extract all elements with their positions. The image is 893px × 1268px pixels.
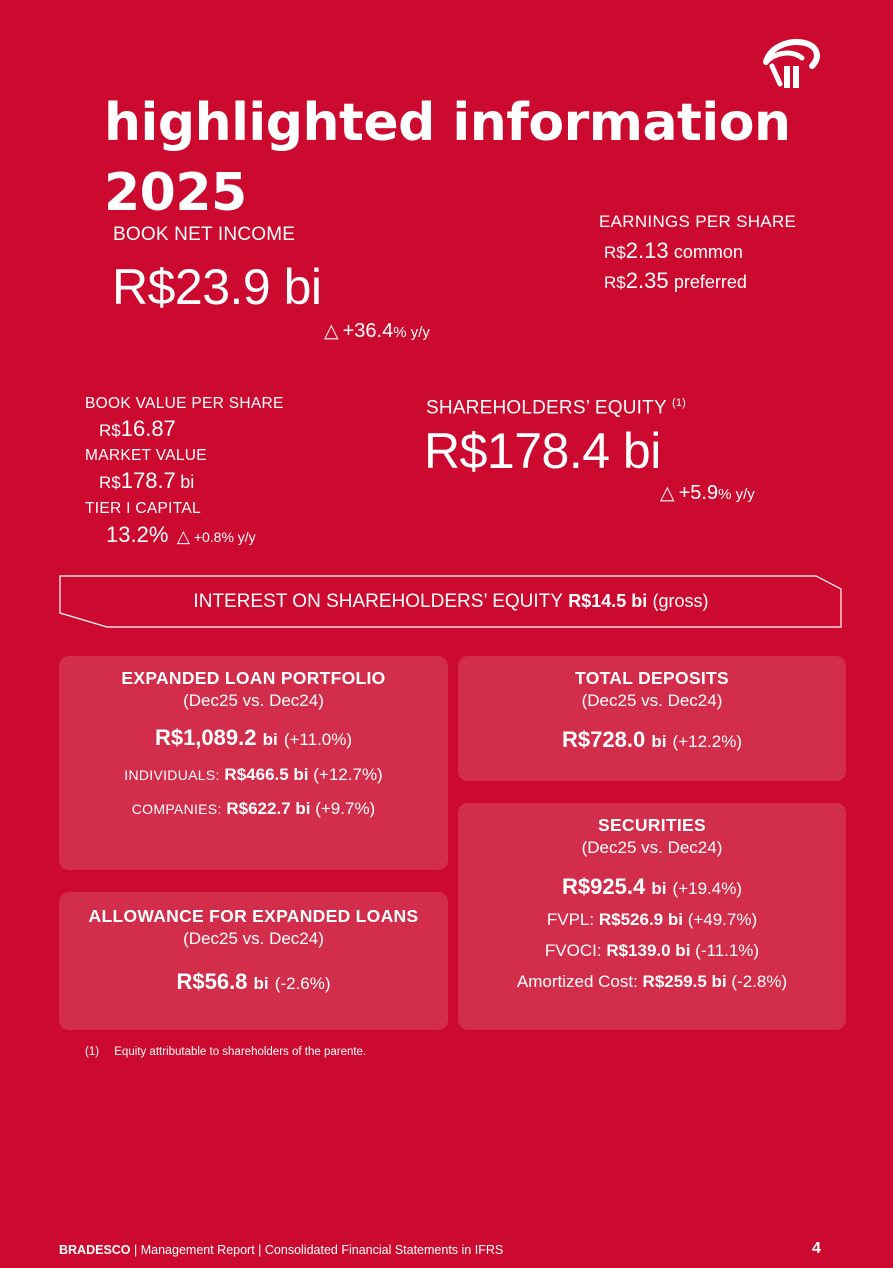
- tier1-label: TIER I CAPITAL: [85, 500, 201, 517]
- fvoci-change: (-11.1%): [695, 941, 760, 960]
- book-net-income-value: R$23.9 bi: [112, 259, 322, 315]
- allowance-card-title: ALLOWANCE FOR EXPANDED LOANS: [88, 906, 419, 926]
- securities-change: (+19.4%): [672, 879, 742, 898]
- fvpl-value: R$526.9 bi: [598, 910, 683, 929]
- loan-card-title: EXPANDED LOAN PORTFOLIO: [121, 668, 386, 688]
- loan-card-period: (Dec25 vs. Dec24): [183, 691, 324, 710]
- footnote-text: Equity attributable to shareholders of the parente.: [114, 1046, 367, 1058]
- page-footer: [59, 1243, 503, 1257]
- eps-common: [604, 238, 796, 264]
- eps-common-currency: R$: [604, 243, 626, 262]
- tier1-value: [106, 522, 256, 548]
- bvps-number: 16.87: [120, 416, 176, 441]
- loan-individuals-label: INDIVIDUALS:: [124, 767, 220, 783]
- deposits-card-title: TOTAL DEPOSITS: [575, 668, 729, 688]
- securities-card: [458, 803, 846, 1030]
- eps-common-value: 2.13: [625, 238, 669, 263]
- equity-delta-value: +5.9: [678, 482, 719, 504]
- securities-card-period: (Dec25 vs. Dec24): [581, 838, 723, 857]
- interest-value: R$14.5 bi: [568, 591, 648, 611]
- book-net-income-label: BOOK NET INCOME: [113, 224, 296, 245]
- eps-preferred-label: preferred: [673, 272, 747, 292]
- eps-block: [599, 212, 796, 294]
- book-net-income-delta: [324, 320, 430, 343]
- tier1-delta-value: +0.8% y/y: [193, 529, 256, 545]
- interest-banner: [59, 575, 843, 628]
- equity-delta-unit: % y/y: [718, 486, 755, 503]
- deposits-value: R$728.0: [562, 727, 646, 752]
- loan-portfolio-card: [59, 656, 448, 870]
- eps-preferred-currency: R$: [604, 273, 626, 292]
- loan-companies-row: [59, 799, 448, 819]
- mv-unit: bi: [180, 472, 195, 492]
- total-deposits-card: [458, 656, 846, 781]
- securities-card-value: [458, 874, 846, 900]
- market-value-value: [99, 468, 194, 494]
- loan-companies-change: (+9.7%): [315, 799, 376, 818]
- book-value-per-share-label: BOOK VALUE PER SHARE: [85, 395, 284, 412]
- equity-value: R$178.4 bi: [424, 423, 661, 479]
- eps-label: EARNINGS PER SHARE: [599, 212, 797, 231]
- eps-preferred: [604, 268, 796, 294]
- page-number: 4: [812, 1240, 821, 1257]
- book-value-per-share-value: [99, 416, 176, 442]
- allowance-card: [59, 892, 448, 1030]
- amortized-value: R$259.5 bi: [642, 972, 727, 991]
- deposits-card-period: (Dec25 vs. Dec24): [581, 691, 723, 710]
- fvoci-label: FVOCI:: [544, 941, 602, 960]
- amortized-change: (-2.8%): [731, 972, 788, 991]
- book-net-income-delta-unit: % y/y: [393, 324, 430, 341]
- mv-currency: R$: [99, 473, 121, 492]
- tier1-delta: [177, 529, 256, 545]
- fvpl-label: FVPL:: [546, 910, 595, 929]
- fvpl-change: (+49.7%): [687, 910, 758, 929]
- equity-label: [426, 397, 686, 419]
- allowance-card-period: (Dec25 vs. Dec24): [183, 929, 324, 948]
- allowance-change: (-2.6%): [274, 974, 331, 993]
- deposits-unit: bi: [651, 732, 667, 751]
- equity-label-text: SHAREHOLDERS’ EQUITY: [426, 397, 667, 419]
- equity-delta: [660, 482, 755, 505]
- mv-number: 178.7: [120, 468, 176, 493]
- triangle-up-icon: △: [660, 483, 675, 504]
- triangle-up-icon: △: [324, 321, 339, 342]
- equity-footnote-ref: (1): [671, 397, 687, 409]
- amortized-label: Amortized Cost:: [516, 972, 638, 991]
- loan-unit: bi: [262, 730, 278, 749]
- book-net-income-delta-value: +36.4: [342, 320, 394, 342]
- market-value-label: MARKET VALUE: [85, 447, 207, 464]
- loan-individuals-change: (+12.7%): [313, 765, 383, 784]
- footer-brand: BRADESCO: [59, 1243, 131, 1257]
- allowance-unit: bi: [253, 974, 269, 993]
- bvps-currency: R$: [99, 421, 121, 440]
- allowance-card-value: [59, 969, 448, 995]
- securities-value: R$925.4: [562, 874, 646, 899]
- footnote: [85, 1046, 366, 1058]
- bradesco-logo-icon: [762, 36, 822, 92]
- deposits-change: (+12.2%): [672, 732, 742, 751]
- securities-amortized-row: [458, 972, 846, 992]
- tier1-number: 13.2%: [106, 522, 169, 547]
- interest-label: INTEREST ON SHAREHOLDERS’ EQUITY: [193, 590, 563, 612]
- loan-companies-value: R$622.7 bi: [226, 799, 311, 818]
- allowance-value: R$56.8: [176, 969, 248, 994]
- loan-individuals-value: R$466.5 bi: [224, 765, 309, 784]
- securities-card-title: SECURITIES: [597, 815, 707, 835]
- securities-fvoci-row: [458, 941, 846, 961]
- triangle-up-icon: △: [176, 527, 190, 546]
- loan-change: (+11.0%): [283, 730, 353, 749]
- deposits-card-value: [458, 727, 846, 753]
- fvoci-value: R$139.0 bi: [606, 941, 691, 960]
- interest-suffix: (gross): [652, 591, 709, 611]
- loan-individuals-row: [59, 765, 448, 785]
- loan-value: R$1,089.2: [154, 725, 257, 750]
- page-title: highlighted information 2025: [104, 93, 791, 223]
- securities-fvpl-row: [458, 910, 846, 930]
- footnote-number: (1): [85, 1046, 100, 1058]
- loan-companies-label: COMPANIES:: [131, 801, 222, 817]
- footer-text: | Management Report | Consolidated Financial Statements in IFRS: [130, 1243, 504, 1257]
- eps-common-label: common: [673, 242, 743, 262]
- eps-preferred-value: 2.35: [625, 268, 669, 293]
- loan-card-value: [59, 725, 448, 751]
- securities-unit: bi: [651, 879, 667, 898]
